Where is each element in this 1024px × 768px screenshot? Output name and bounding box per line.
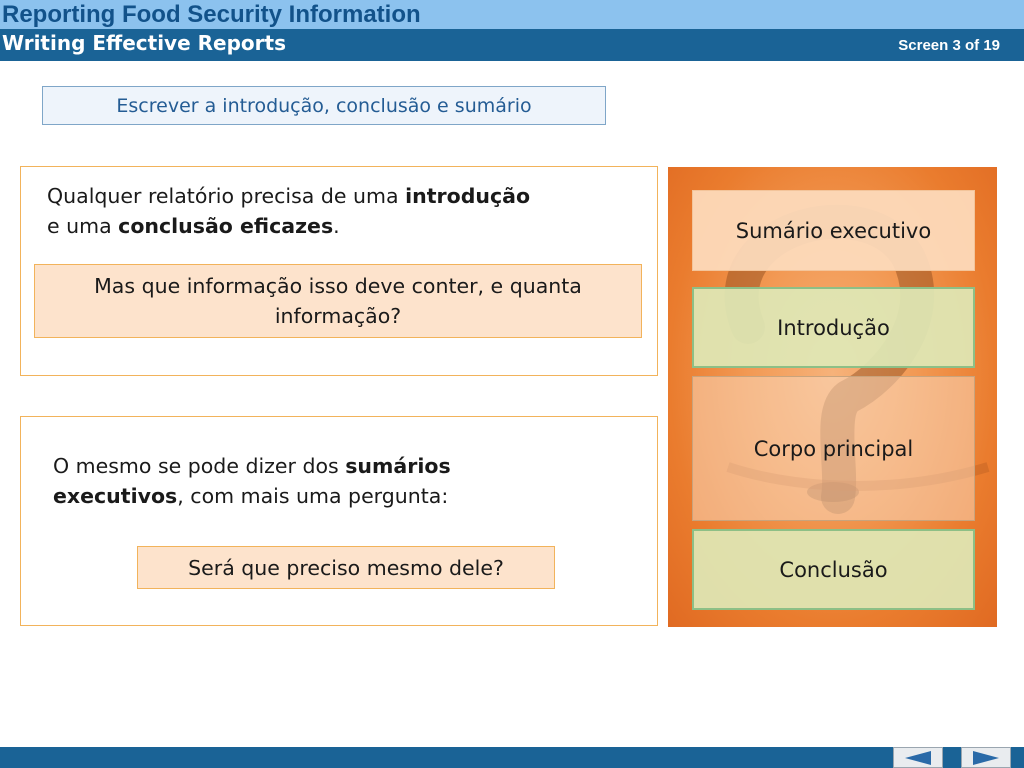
previous-screen-button[interactable] [893,747,943,768]
triangle-right-icon [971,750,1001,766]
lesson-title: Writing Effective Reports [2,31,286,55]
text-segment: e uma [47,214,119,238]
slide-heading: Escrever a introdução, conclusão e sumário [42,86,606,125]
text-segment: Qualquer relatório precisa de uma [47,184,406,208]
bold-conclusao: conclusão eficazes [118,214,334,238]
question-answer-box: Será que preciso mesmo dele? [137,546,555,589]
intro-conclusion-text [47,181,657,241]
text-segment: O mesmo se pode dizer dos [53,454,346,478]
section-main-body: Corpo principal [692,376,975,521]
report-structure-image [668,167,997,627]
text-segment: . [333,214,340,238]
triangle-left-icon [903,750,933,766]
text-segment: , com mais uma pergunta: [177,484,449,508]
bold-sumarios: sumários executivos [53,454,451,508]
executive-summary-panel [20,416,658,626]
section-introduction: Introdução [692,287,975,368]
bold-introducao: introdução [405,184,531,208]
course-title: Reporting Food Security Information [2,1,421,28]
footer-bar [0,747,1024,768]
header-bottom-bar [0,29,1024,61]
header-top-bar [0,0,1024,29]
section-conclusion: Conclusão [692,529,975,610]
executive-summary-text [53,451,573,511]
next-screen-button[interactable] [961,747,1011,768]
screen-counter: Screen 3 of 19 [898,37,1000,54]
question-box: Mas que informação isso deve conter, e quanta informação? [34,264,642,338]
section-executive-summary: Sumário executivo [692,190,975,271]
intro-conclusion-panel [20,166,658,376]
